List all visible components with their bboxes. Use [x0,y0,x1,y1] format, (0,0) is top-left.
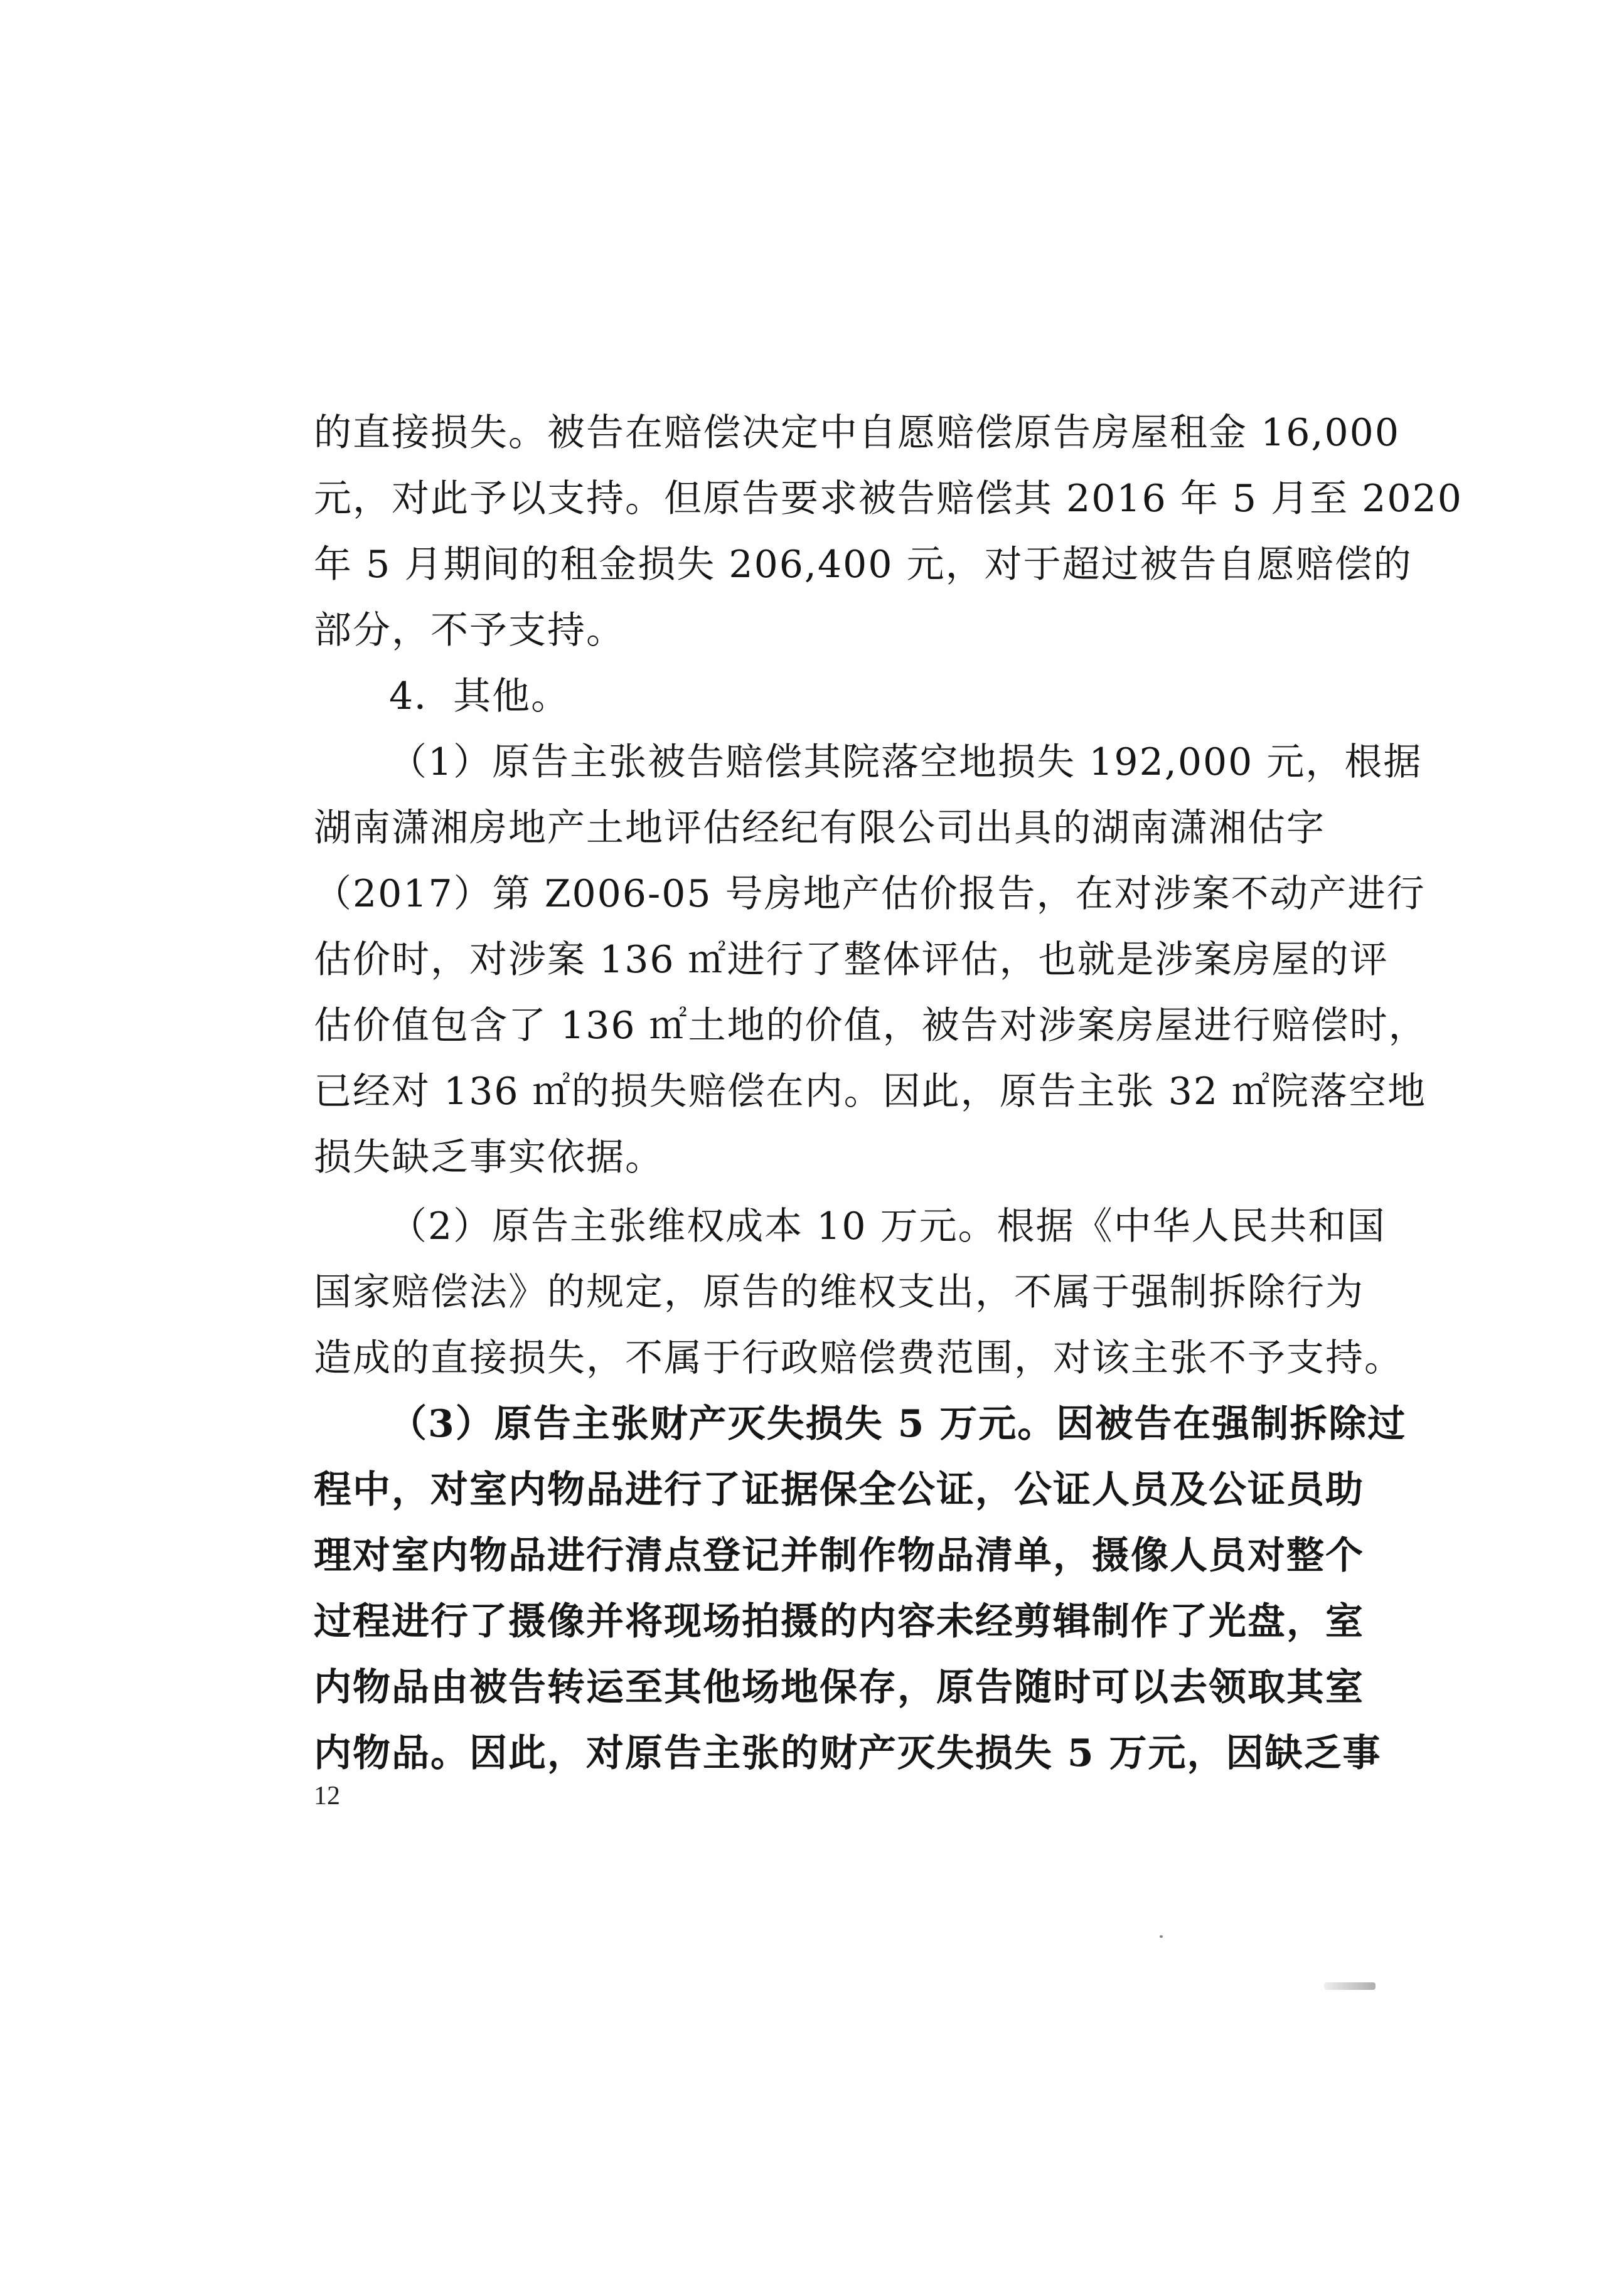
scan-artifact-dot [1160,1935,1163,1938]
text-line-4: 部分，不予支持。 [314,609,625,652]
page-number: 12 [314,1782,340,1810]
text-line-1: 的直接损失。被告在赔偿决定中自愿赔偿原告房屋租金 16,000 [314,411,1401,455]
text-line-3: 年 5 月期间的租金损失 206,400 元，对于超过被告自愿赔偿的 [314,543,1413,587]
text-line-18: 理对室内物品进行清点登记并制作物品清单，摄像人员对整个 [314,1534,1364,1578]
text-line-8: （2017）第 Z006-05 号房地产估价报告，在对涉案不动产进行 [314,872,1426,916]
text-line-2: 元，对此予以支持。但原告要求被告赔偿其 2016 年 5 月至 2020 [314,477,1463,521]
text-line-10: 估价值包含了 136 ㎡土地的价值，被告对涉案房屋进行赔偿时， [314,1004,1428,1048]
text-line-6: （1）原告主张被告赔偿其院落空地损失 192,000 元，根据 [389,740,1423,784]
text-line-21: 内物品。因此，对原告主张的财产灭失损失 5 万元，因缺乏事 [314,1731,1382,1775]
text-line-15: 造成的直接损失，不属于行政赔偿费范围，对该主张不予支持。 [314,1336,1403,1380]
text-line-11: 已经对 136 ㎡的损失赔偿在内。因此，原告主张 32 ㎡院落空地 [314,1070,1427,1113]
text-line-17: 程中，对室内物品进行了证据保全公证，公证人员及公证员助 [314,1468,1364,1512]
text-line-20: 内物品由被告转运至其他场地保存，原告随时可以去领取其室 [314,1666,1364,1709]
text-line-9: 估价时，对涉案 136 ㎡进行了整体评估，也就是涉案房屋的评 [314,938,1389,982]
text-line-16: （3）原告主张财产灭失损失 5 万元。因被告在强制拆除过 [389,1402,1407,1446]
text-line-12: 损失缺乏事实依据。 [314,1135,664,1179]
scan-artifact-smudge [1324,1982,1376,1990]
text-line-14: 国家赔偿法》的规定，原告的维权支出，不属于强制拆除行为 [314,1270,1364,1314]
text-line-13: （2）原告主张维权成本 10 万元。根据《中华人民共和国 [389,1204,1386,1248]
section-heading-other: 4．其他。 [389,674,570,718]
text-line-19: 过程进行了摄像并将现场拍摄的内容未经剪辑制作了光盘，室 [314,1600,1364,1644]
text-line-7: 湖南潇湘房地产土地评估经纪有限公司出具的湖南潇湘估字 [314,806,1325,850]
